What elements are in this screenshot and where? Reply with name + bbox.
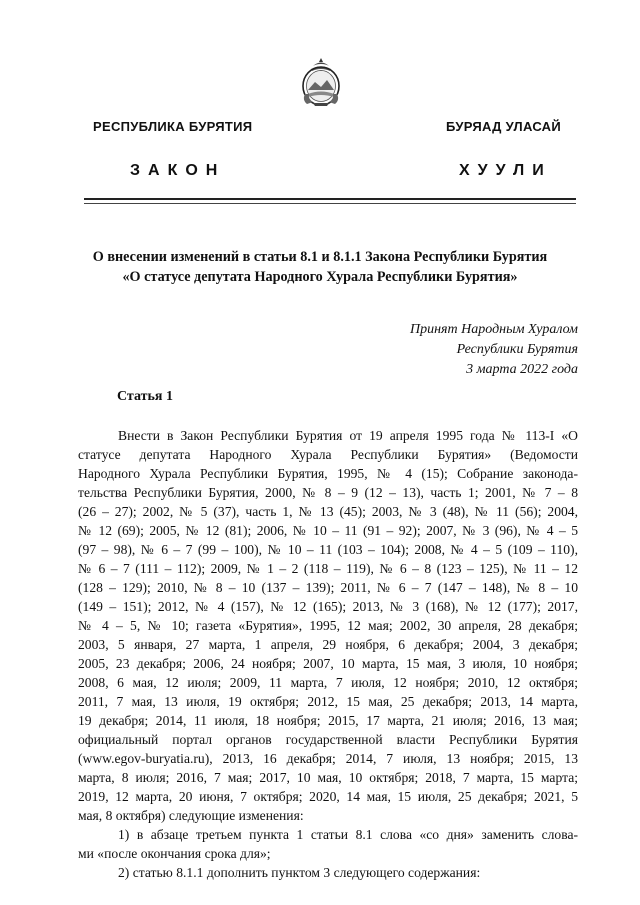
body-line: Внести в Закон Республики Бурятия от 19 апреля 1995 года № 113-I «О [118, 428, 578, 443]
amendment-item-1: 1) в абзаце третьем пункта 1 статьи 8.1 слова «со дня» заменить слова- [118, 827, 578, 842]
body-line: статусе депутата Народного Хурала Республики Бурятия» (Ведомости [78, 447, 578, 462]
law-title-line-2: «О статусе депутата Народного Хурала Республики Бурятия» [122, 269, 518, 285]
body-line: (128 – 129); 2010, № 8 – 10 (137 – 139); 2011, № 6 – 7 (147 – 148), № 8 – 10 [78, 580, 578, 595]
body-line: 2008, 6 мая, 12 июля; 2009, 11 марта, 7 июля, 12 ноября; 2010, 12 октября; [78, 675, 578, 690]
body-line: 2019, 12 марта, 20 июня, 7 октября; 2020, 14 мая, 15 июля, 25 декабря; 2021, 5 [78, 789, 578, 804]
body-line: (26 – 27); 2002, № 5 (37), часть 1, № 13 (45); 2003, № 3 (48), № 11 (56); 2004, [78, 504, 578, 519]
adoption-note-line-2: Республики Бурятия [456, 342, 578, 357]
adoption-note-line-1: Принят Народным Хуралом [409, 322, 578, 337]
body-line: (97 – 98), № 6 – 7 (99 – 100), № 10 – 11 (103 – 104); 2008, № 4 – 5 (109 – 110), [78, 542, 578, 557]
header-divider-thick [84, 198, 576, 200]
header-left-label: РЕСПУБЛИКА БУРЯТИЯ [93, 119, 253, 134]
body-line: официальный портал органов государственной власти Республики Бурятия [78, 732, 578, 747]
article-body [78, 426, 578, 882]
header-right-title: ХУУЛИ [459, 162, 552, 179]
law-title-line-1: О внесении изменений в статьи 8.1 и 8.1.1 Закона Республики Бурятия [92, 249, 548, 265]
body-line: 19 декабря; 2014, 11 июля, 18 ноября; 2015, 17 марта, 21 июля; 2016, 13 мая; [78, 713, 578, 728]
body-line: 2003, 5 января, 27 марта, 1 апреля, 29 ноября, 6 декабря; 2004, 3 декабря; [78, 637, 578, 652]
body-line: № 4 – 5, № 10; газета «Бурятия», 1995, 12 мая; 2002, 30 апреля, 28 декабря; [78, 618, 578, 633]
adoption-note [410, 320, 578, 380]
body-line: (149 – 151); 2012, № 4 (157), № 12 (165); 2013, № 3 (168), № 12 (177); 2017, [78, 599, 578, 614]
body-line: мая, 8 октября) следующие изменения: [78, 808, 304, 823]
body-line: 2005, 23 декабря; 2006, 24 ноября; 2007, 10 марта, 15 мая, 3 июля, 10 ноября; [78, 656, 578, 671]
body-line: марта, 8 июля; 2016, 7 мая; 2017, 10 мая, 10 октября; 2018, 7 марта, 15 марта; [78, 770, 578, 785]
amendment-item-1-cont: ми «после окончания срока для»; [78, 846, 271, 861]
header-divider-thin [84, 203, 576, 204]
header-left-title: ЗАКОН [130, 162, 226, 179]
law-title [70, 247, 570, 287]
header-right-label: БУРЯАД УЛАСАЙ [446, 119, 562, 134]
body-line: 2011, 7 мая, 13 июля, 19 октября; 2012, 15 мая, 25 декабря; 2013, 14 марта, [78, 694, 578, 709]
amendment-item-2: 2) статью 8.1.1 дополнить пунктом 3 следующего содержания: [118, 865, 481, 880]
body-line: тельства Республики Бурятия, 2000, № 8 – 9 (12 – 13), часть 1; 2001, № 7 – 8 [78, 485, 578, 500]
body-line: (www.egov-buryatia.ru), 2013, 16 декабря; 2014, 7 июля, 13 ноября; 2015, 13 [78, 751, 578, 766]
body-line: № 6 – 7 (111 – 112); 2009, № 1 – 2 (118 – 119), № 6 – 8 (123 – 125), № 11 – 12 [78, 561, 578, 576]
adoption-date: 3 марта 2022 года [466, 362, 578, 377]
article-heading: Статья 1 [117, 389, 173, 404]
body-line: № 12 (69); 2005, № 12 (81); 2006, № 10 – 11 (91 – 92); 2007, № 3 (96), № 4 – 5 [78, 523, 578, 538]
coat-of-arms-emblem [299, 56, 343, 108]
body-line: Народного Хурала Республики Бурятия, 1995, № 4 (15); Собрание законода- [78, 466, 578, 481]
